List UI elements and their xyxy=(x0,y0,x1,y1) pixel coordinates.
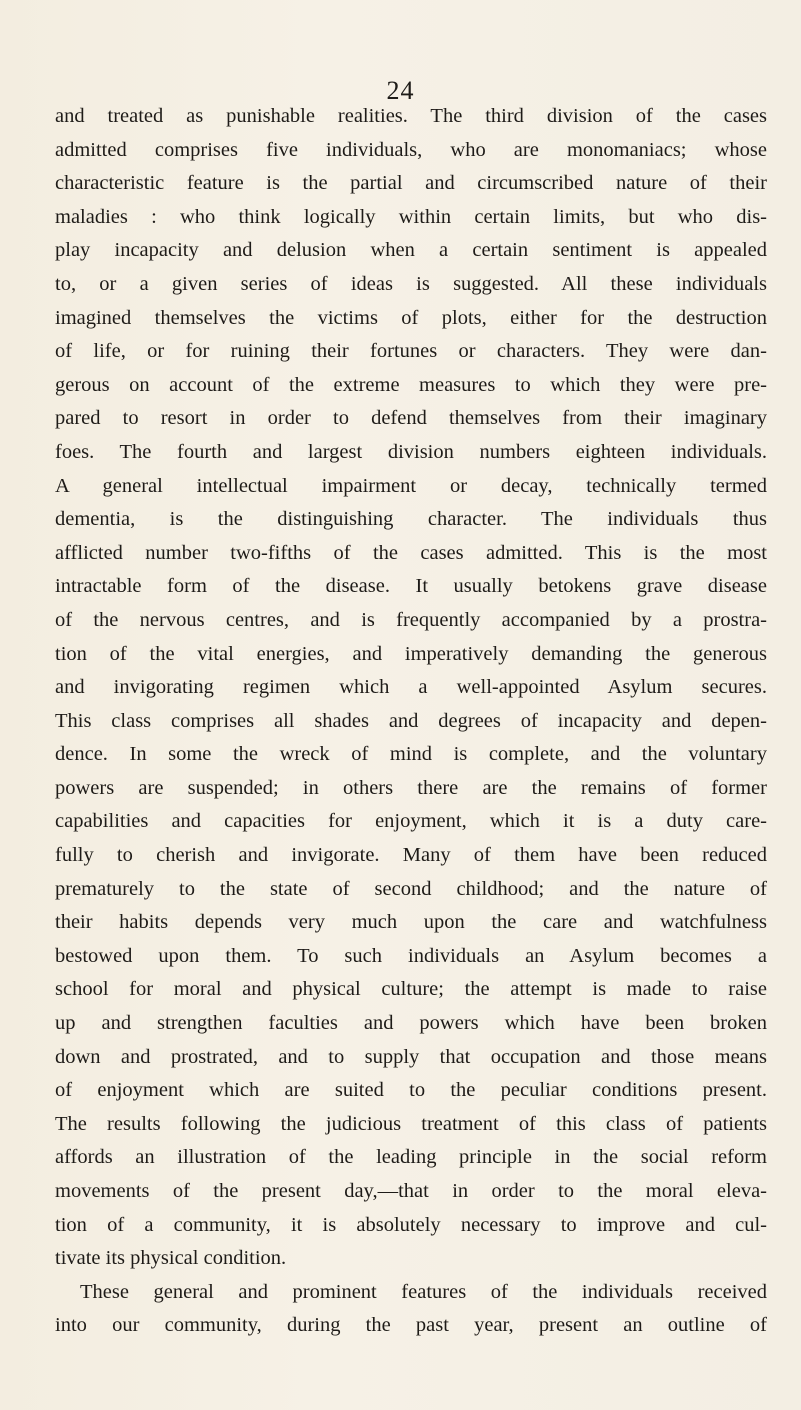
text-line: prematurely to the state of second childhood; and the nature of xyxy=(55,877,767,900)
text-line: school for moral and physical culture; the attempt is made to raise xyxy=(55,978,767,1001)
text-line: of the nervous centres, and is frequently accompanied by a prostra- xyxy=(55,608,767,631)
text-line: These general and prominent features of the individuals received xyxy=(80,1280,767,1303)
text-line: powers are suspended; in others there are the remains of former xyxy=(55,776,767,799)
text-line: fully to cherish and invigorate. Many of them have been reduced xyxy=(55,844,767,867)
text-line: tivate its physical condition. xyxy=(55,1247,287,1270)
text-line: bestowed upon them. To such individuals an Asylum becomes a xyxy=(55,944,767,967)
text-line: down and prostrated, and to supply that occupation and those means xyxy=(55,1045,767,1068)
text-line: characteristic feature is the partial and circumscribed nature of their xyxy=(55,172,767,195)
text-line: tion of the vital energies, and imperatively demanding the generous xyxy=(55,642,767,665)
text-line: intractable form of the disease. It usually betokens grave disease xyxy=(55,575,767,598)
text-line: pared to resort in order to defend themselves from their imaginary xyxy=(55,407,767,430)
text-line: dence. In some the wreck of mind is complete, and the voluntary xyxy=(55,743,767,766)
text-line: up and strengthen faculties and powers which have been broken xyxy=(55,1012,767,1035)
text-line: into our community, during the past year, present an outline of xyxy=(55,1314,767,1337)
text-line: and treated as punishable realities. The third division of the cases xyxy=(55,105,767,127)
text-line: tion of a community, it is absolutely necessary to improve and cul- xyxy=(55,1213,767,1236)
text-line: afflicted number two-fifths of the cases admitted. This is the most xyxy=(55,541,767,564)
text-line: imagined themselves the victims of plots, either for the destruction xyxy=(55,306,767,329)
text-line: play incapacity and delusion when a certain sentiment is appealed xyxy=(55,239,767,262)
text-line: This class comprises all shades and degrees of incapacity and depen- xyxy=(55,709,767,732)
text-line: A general intellectual impairment or decay, technically termed xyxy=(55,474,767,497)
text-line: The results following the judicious treatment of this class of patients xyxy=(55,1112,767,1135)
text-line: of life, or for ruining their fortunes or characters. They were dan- xyxy=(55,340,767,363)
text-line: to, or a given series of ideas is suggested. All these individuals xyxy=(55,272,767,295)
text-line: maladies : who think logically within certain limits, but who dis- xyxy=(55,205,767,228)
text-line: capabilities and capacities for enjoyment, which it is a duty care- xyxy=(55,810,767,833)
text-line: foes. The fourth and largest division numbers eighteen individuals. xyxy=(55,440,767,463)
page-number: 24 xyxy=(386,76,415,105)
text-line: admitted comprises five individuals, who are monomaniacs; whose xyxy=(55,138,767,161)
text-line: and invigorating regimen which a well-appointed Asylum secures. xyxy=(55,676,767,699)
text-line: movements of the present day,—that in order to the moral eleva- xyxy=(55,1180,767,1202)
text-line: dementia, is the distinguishing character. The individuals thus xyxy=(55,508,767,531)
body-text xyxy=(55,100,767,1343)
text-line: of enjoyment which are suited to the peculiar conditions present. xyxy=(55,1079,767,1102)
text-line: their habits depends very much upon the care and watchfulness xyxy=(55,911,767,934)
text-line: affords an illustration of the leading principle in the social reform xyxy=(55,1146,767,1169)
text-line: gerous on account of the extreme measures to which they were pre- xyxy=(55,373,767,396)
